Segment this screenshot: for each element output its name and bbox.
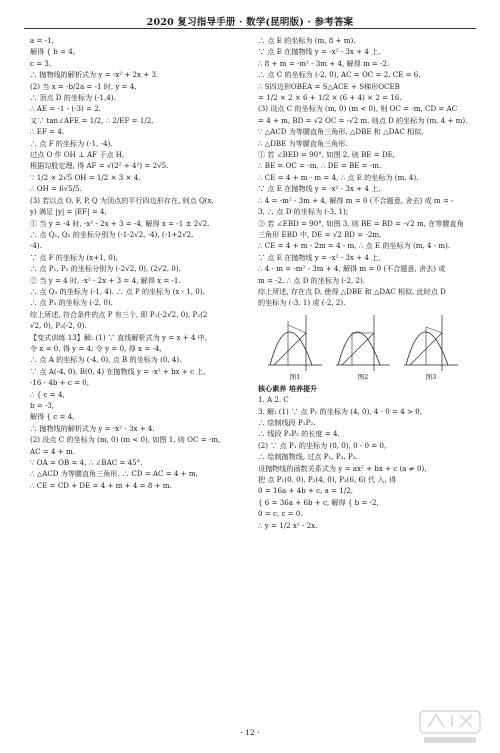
page-number: · 12 · (240, 728, 260, 737)
left-column-line: ∴ 顶点 D 的坐标为 (-1,4). (30, 93, 116, 103)
left-column-line: ∴ EF = 4. (30, 127, 65, 137)
left-column-line: ∴ 抛物线的解析式为 y = -x² + 2x + 3. (30, 70, 159, 80)
right-column-top-line: m = -2, ∴ 点 D 的坐标为 (-2, 2). (258, 275, 366, 285)
left-column-line: 令 x = 0, 得 y = 4; 令 y = 0, 得 x = -4, (30, 343, 162, 353)
left-column-line: ∴ 抛物线的解析式为 y = -x² - 3x + 4. (30, 423, 155, 433)
right-column-top-line: ∴ 8 + m = -m² - 3m + 4, 解得 m = -2. (258, 58, 390, 68)
left-column-line: ∵ 点 A(-4, 0), B(0, 4) 在抛物线 y = -x² + bx + c 上, (30, 366, 206, 376)
figure-3 (402, 313, 460, 381)
right-column-top-line: ∴ CE = 4 + m - 2m = 4 - m, ∴ 点 E 的坐标为 (m, 4 - m). (258, 241, 451, 251)
figure-3-graph (402, 313, 460, 373)
right-column-top-line: ∴ S四边形OBEA = S△ACE + S梯形OCEB (258, 81, 400, 91)
right-column-top-line: ∵ 点 E 在抛物线 y = -x² - 3x + 4 上, (258, 184, 381, 194)
section-title: 核心素养 培养提升 (258, 383, 318, 393)
right-column-bottom-line: 0 = c, c = 0. (258, 509, 303, 519)
left-column-line: y) 满足 |y| = |EF| = 4, (30, 207, 107, 217)
left-column-line: ∴ 点 Q₁, Q₂ 的坐标分别为 (-1-2√2, -4), (-1+2√2, (30, 229, 194, 239)
left-column-line: 又∵ tan∠AFE = 1/2, ∴ 2/EF = 1/2, (30, 115, 154, 125)
left-column-line: ① 当 y = -4 时, -x² - 2x + 3 = -4, 解得 x = -1 ± 2√2. (30, 218, 210, 228)
right-column-bottom-line: ∴ 线段 P₁P₂ 的长度 = 4. (258, 429, 340, 439)
right-column-top-line: ② 若 ∠EBD = 90°, 如图 3, 则 BE = BD = -√2 m, 在等腰直角 (258, 218, 464, 228)
right-column-top-line: = 4 + m, BD = √2 OC = -√2 m, 则点 D 的坐标为 (m, 4 + m). (258, 115, 468, 125)
page-header: 2020 复习指导手册 · 数学(昆明版) · 参考答案 (146, 17, 354, 28)
right-column-bottom-line: (2) ∵ 点 P₁ 的坐标为 (0, 0), 0 - 0 = 0, (258, 440, 387, 450)
right-column-top-line: ∴ △DBE 为等腰直角三角形. (258, 138, 348, 148)
left-column-line: ∴ OH = 6√5/5. (30, 184, 82, 194)
right-column-top-line: ∵ 点 E 在抛物线 y = -x² - 3x + 4 上, (258, 47, 381, 57)
left-column-line: ∵ OA = OB = 4, ∴ ∠BAC = 45°. (30, 458, 143, 468)
left-column-line: AC = 4 + m. (30, 446, 75, 456)
left-column-line: -4). (30, 241, 42, 251)
left-column-line: 解得 { b = 4, (30, 47, 75, 57)
left-column-line: √2, 0), P₃(-2, 0). (30, 321, 87, 331)
figure-1 (266, 313, 324, 381)
right-column-top-line: ∴ 点 E 的坐标为 (m, 8 + m). (258, 36, 356, 45)
left-column-line: ∴ 点 P₁, P₂ 的坐标分别为 (-2√2, 0), (2√2, 0). (30, 264, 181, 274)
header-rule (24, 28, 476, 29)
left-column-line: ∵ 1/2 × 2√5 OH = 1/2 × 3 × 4, (30, 172, 141, 182)
left-column (30, 35, 255, 491)
left-column-line: b = -3, (30, 401, 55, 410)
left-column-line: ∴ CE = CD + DE = 4 + m + 4 = 8 + m. (30, 480, 172, 490)
left-column-line: (2) 当 x = -b/2a = -1 时, y = 4, (30, 81, 137, 91)
right-column-top-line: 3, ∴ 点 D 的坐标为 (-3, 1); (258, 207, 349, 217)
right-column-bottom-line: 设抛物线的函数关系式为 y = ax² + bx + c (a ≠ 0), (258, 463, 427, 473)
right-column-bottom-line: { 6 = 36a + 6b + c, 解得 { b = -2, (258, 497, 379, 507)
left-column-line: 解得 { c = 4, (30, 412, 75, 422)
right-column (258, 35, 482, 531)
left-column-line: ∴ 点 F 的坐标为 (-1, -4). (30, 138, 113, 148)
left-column-line: ∴ { c = 4, (30, 389, 65, 399)
left-column-line: (2) 设点 C 的坐标为 (m, 0) (m < 0), 如图 1, 则 OC = -m, (30, 435, 221, 445)
left-column-line: 过点 O 作 OH ⊥ AF 于点 H, (30, 150, 125, 160)
left-column-line: a = -1, (30, 36, 54, 45)
right-column-bottom-line: 把 点 P₁(0, 0), P₂(4, 0), P₃(6, 6) 代 入, 得 (258, 475, 397, 484)
left-column-line: 综上所述, 符合条件的点 P 有三个, 即 P₁(-2√2, 0), P₂(2 (30, 309, 208, 319)
left-column-line: 【变式训练 13】解: (1) ∵ 直线解析式为 y = x + 4 中, (30, 332, 208, 342)
figure-2-caption: 图2 (357, 372, 369, 381)
figure-2-graph (334, 313, 392, 373)
right-column-top-line: ① 若 ∠BED = 90°, 如图 2, 则 BE = DE, (258, 150, 396, 160)
right-column-bottom-line: 0 = 16a + 4b + c, a = 1/2, (258, 486, 354, 496)
left-column-line: ∴ 点 P₃ 的坐标为 (-2, 0). (30, 298, 113, 308)
right-column-exercise-text (258, 394, 482, 531)
right-column-top-line: 三角形 EBD 中, DE = √2 BD = -2m, (258, 229, 382, 239)
left-column-line: ② 当 y = 4 时, -x² - 2x + 3 = 4, 解得 x = -1. (30, 275, 181, 285)
figure-1-caption: 图1 (289, 372, 301, 381)
left-column-line: -16 - 4b + c = 0, (30, 378, 90, 388)
right-column-top-line: ∴ 4 = -m² - 3m + 4, 解得 m = 0 (不合题意, 舍去) 或 m = - (258, 195, 454, 205)
figure-1-graph (266, 313, 324, 373)
left-column-line: c = 3, (30, 58, 52, 68)
left-column-line: ∴ 点 Q₃ 的坐标为 (-1, 4). ∴ 点 P 的坐标为 (x - 1, 0), (30, 286, 205, 296)
left-column-line: 根据勾股定理, 得 AF = √(2² + 4²) = 2√5. (30, 161, 169, 171)
right-column-top-line: ∴ 点 C 的坐标为 (-2, 0), AC = OC = 2, CE = 6. (258, 70, 421, 80)
figure-3-caption: 图3 (425, 372, 437, 381)
right-column-top-line: 的坐标为 (-3, 1) 或 (-2, 2). (258, 298, 346, 308)
right-column-bottom-line: ∴ 绘制抛物线, 过点 P₁, P₂, P₃. (258, 452, 358, 462)
right-column-top-line: ∵ 点 E 在抛物线 y = -x² - 3x + 4 上, (258, 252, 381, 262)
right-column-bottom-line: ∴ y = 1/2 x² - 2x. (258, 520, 318, 530)
figure-2 (334, 313, 392, 381)
watermark-logo-icon (418, 709, 482, 747)
right-column-top-line: 综上所述, 存在点 D, 使得 △DBE 和 △DAC 相似, 此时点 D (258, 286, 446, 296)
left-column-line: ∴ 点 A 的坐标为 (-4, 0), 点 B 的坐标为 (0, 4). (30, 355, 182, 365)
right-column-top-line: ∵ △ACD 为等腰直角三角形, △DBE 和 △DAC 相似, (258, 127, 424, 137)
right-column-top-line: ∴ 4 - m = -m² - 3m + 4, 解得 m = 0 (不合题意, 舍去) 或 (258, 264, 446, 274)
right-column-bottom-line: 3. 解: (1) ∵ 点 P₁ 的坐标为 (4, 0), 4 - 0 = 4 > 0, (258, 406, 422, 416)
right-column-top-line: (3) 设点 C 的坐标为 (m, 0) (m < 0), 则 OC = -m, CD = AC (258, 104, 458, 114)
right-column-top-line: ∴ CE = 4 + m - m = 4, ∴ 点 E 的坐标为 (m, 4). (258, 172, 419, 182)
figure-row (266, 313, 482, 381)
left-column-line: ∴ △ACD 为等腰直角三角形. ∴ CD = AC = 4 + m, (30, 469, 198, 479)
left-column-line: (3) 若以点 O, F, P, Q 为顶点的平行四边形存在, 则点 Q(x, (30, 195, 214, 205)
right-column-bottom-line: ∴ 绘制线段 P₁P₂. (258, 417, 316, 427)
right-column-top-line: ∴ BE = OC = -m, ∴ DE = BE = -m. (258, 161, 382, 171)
right-column-solution-text (258, 35, 482, 309)
left-column-line: ∵ 点 F 的坐标为 (x+1, 0), (30, 252, 118, 262)
right-column-top-line: = 1/2 × 2 × 6 + 1/2 × (6 + 4) × 2 = 16. (258, 93, 402, 103)
right-column-bottom-line: 1. A 2. C (258, 395, 289, 405)
left-column-line: ∴ AE = -1 - (-3) = 2. (30, 104, 102, 114)
